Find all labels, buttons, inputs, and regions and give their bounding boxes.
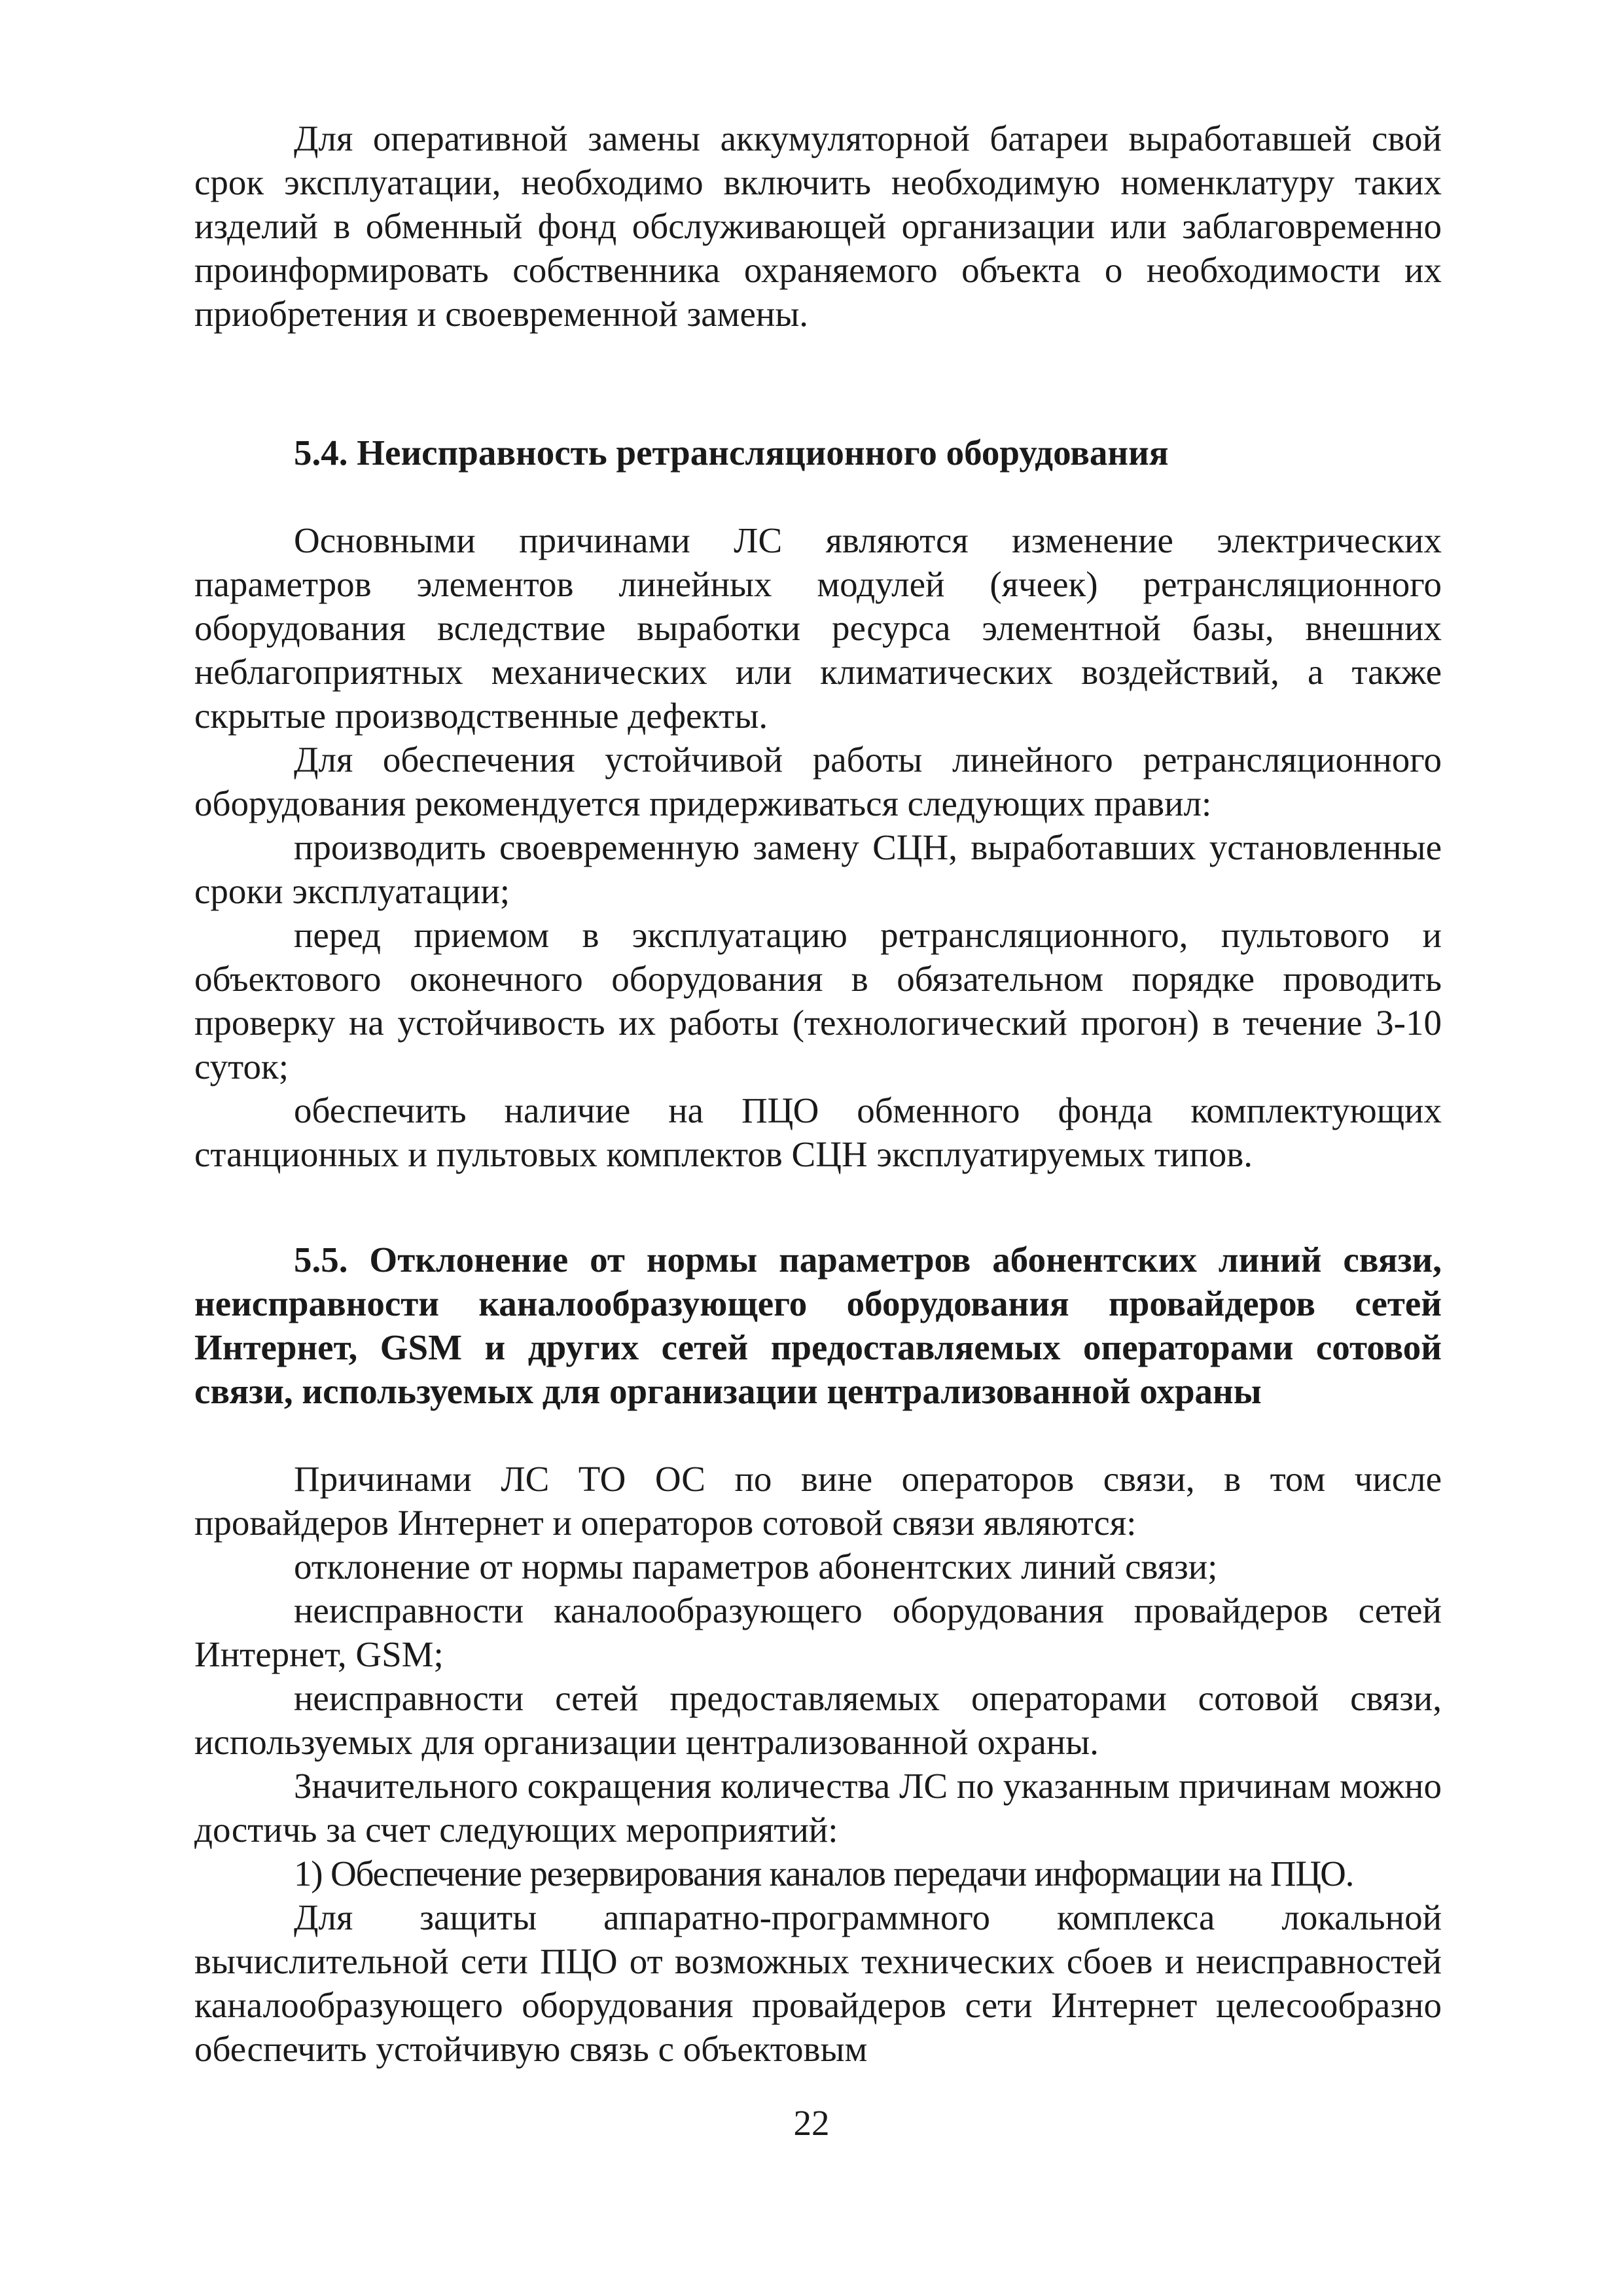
section-5-5-measure-title: 1) Обеспечение резервирования каналов передачи информации на ПЦО. [294,1854,1354,1893]
section-5-4-heading: 5.4. Неисправность ретрансляционного оборудования [294,433,1169,473]
section-5-4-paragraph: Для обеспечения устойчивой работы линейного ретрансляционного оборудования рекомендуется придерживаться следующих правил: [194,740,1442,823]
section-5-5-paragraph: Значительного сокращения количества ЛС по указанным причинам можно достичь за счет следующих мероприятий: [194,1766,1442,1850]
section-5-5-list-item: неисправности сетей предоставляемых операторами сотовой связи, используемых для организации централизованной охраны. [194,1678,1442,1762]
section-5-4-list-item: обеспечить наличие на ПЦО обменного фонда комплектующих станционных и пультовых комплектов СЦН эксплуатируемых типов. [194,1090,1442,1174]
section-5-5-paragraph: Для защиты аппаратно-программного комплекса локальной вычислительной сети ПЦО от возможных технических сбоев и неисправностей каналообразующего оборудования провайдеров сети Интернет целесообразно обеспечить устойчивую связь с объектовым [194,1897,1442,2069]
section-5-5-list-item: неисправности каналообразующего оборудования провайдеров сетей Интернет, GSM; [194,1590,1442,1674]
section-5-4-paragraph: Основными причинами ЛС являются изменение электрических параметров элементов линейных модулей (ячеек) ретрансляционного оборудования вследствие выработки ресурса элементной базы, внешних неблагоприятных механических или климатических воздействий, а также скрытые производственные дефекты. [194,520,1442,736]
section-5-5-heading: 5.5. Отклонение от нормы параметров абонентских линий связи, неисправности каналообразующего оборудования провайдеров сетей Интернет, GSM и других сетей предоставляемых операторами сотовой связи, используемых для организации централизованной охраны [194,1240,1442,1411]
section-5-5-paragraph: Причинами ЛС ТО ОС по вине операторов связи, в том числе провайдеров Интернет и операторов сотовой связи являются: [194,1459,1442,1543]
page-number: 22 [793,2103,830,2143]
section-5-5-list-item: отклонение от нормы параметров абонентских линий связи; [294,1547,1218,1587]
section-5-4-list-item: производить своевременную замену СЦН, выработавших установленные сроки эксплуатации; [194,827,1442,911]
intro-paragraph: Для оперативной замены аккумуляторной батареи выработавшей свой срок эксплуатации, необходимо включить необходимую номенклатуру таких изделий в обменный фонд обслуживающей организации или заблаговременно проинформировать собственника охраняемого объекта о необходимости их приобретения и своевременной замены. [194,118,1442,334]
section-5-4-list-item: перед приемом в эксплуатацию ретрансляционного, пультового и объектового оконечного оборудования в обязательном порядке проводить проверку на устойчивость их работы (технологический прогон) в течение 3-10 суток; [194,915,1442,1086]
